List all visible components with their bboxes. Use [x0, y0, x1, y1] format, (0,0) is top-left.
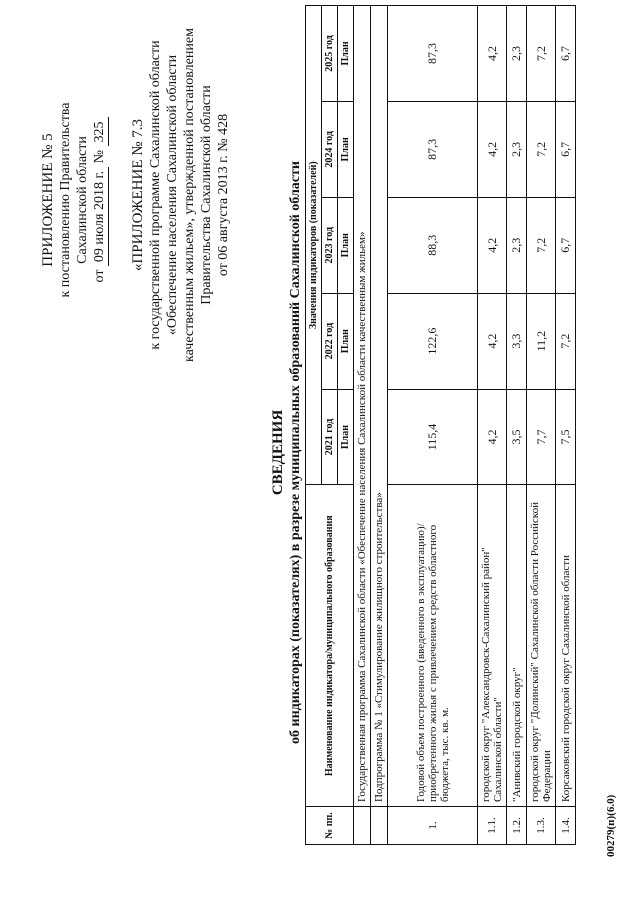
date-prefix: от — [92, 269, 107, 283]
empty-cell — [371, 807, 388, 845]
plan-header: План — [338, 101, 354, 197]
program-appendix-text: к государственной программе Сахалинской области «Обеспечение населения Сахалинской области качественным жильем», утвержденной постановлением Правительства Сахалинской области — [148, 28, 214, 362]
date-prefix: от — [216, 263, 231, 277]
subprogram-name: Подпрограмма № 1 «Стимулирование жилищного строительства» — [371, 6, 388, 807]
value-cell: 7,2 — [527, 6, 556, 102]
appendix-title: ПРИЛОЖЕНИЕ № 5 — [40, 133, 56, 267]
value-cell: 4,2 — [478, 293, 507, 389]
row-number: 1.1. — [478, 807, 507, 845]
row-number: 1.3. — [527, 807, 556, 845]
row-number: 1.2. — [507, 807, 527, 845]
value-cell: 7,2 — [527, 101, 556, 197]
document-subtitle: об индикаторах (показателях) в разрезе муниципальных образований Сахалинской области — [288, 161, 303, 744]
plan-header: План — [338, 389, 354, 485]
col-values-header: Значения индикаторов (показателей) — [306, 6, 322, 485]
value-cell: 3,3 — [507, 293, 527, 389]
document-code: 00279(п)(6.0) — [605, 794, 617, 857]
appendix-line1: к постановлению Правительства — [58, 102, 73, 298]
program-appendix-number: 428 — [216, 113, 231, 135]
value-cell: 4,2 — [478, 6, 507, 102]
program-appendix-date-line — [215, 25, 232, 365]
plan-header: План — [338, 197, 354, 293]
program-row — [354, 6, 371, 845]
row-name: "Анивский городской округ" — [507, 485, 527, 807]
year-header: 2024 год — [322, 101, 338, 197]
number-label: № — [216, 138, 231, 152]
plan-header: План — [338, 6, 354, 102]
value-cell: 4,2 — [478, 101, 507, 197]
number-label: № — [92, 150, 107, 164]
value-cell: 6,7 — [556, 197, 576, 293]
table-row — [556, 6, 576, 845]
value-cell: 7,2 — [556, 293, 576, 389]
appendix-date: 09 июля 2018 г. — [91, 167, 109, 266]
value-cell: 122,6 — [388, 293, 478, 389]
row-name: Годовой объем построенного (введенного в эксплуатацию)/приобретенного жилья с привлечением средств областного бюджета, тыс. кв. м. — [388, 485, 478, 807]
value-cell: 6,7 — [556, 101, 576, 197]
table-header-row — [306, 6, 322, 845]
row-name: городской округ "Долинский" Сахалинской области Российской Федерации — [527, 485, 556, 807]
year-header: 2022 год — [322, 293, 338, 389]
table-row — [478, 6, 507, 845]
year-header: 2025 год — [322, 6, 338, 102]
col-number-header: № пп. — [306, 807, 354, 845]
value-cell: 88,3 — [388, 197, 478, 293]
table-row — [388, 6, 478, 845]
value-cell: 7,5 — [556, 389, 576, 485]
value-cell: 7,2 — [527, 197, 556, 293]
value-cell: 4,2 — [478, 197, 507, 293]
value-cell: 6,7 — [556, 6, 576, 102]
year-header: 2023 год — [322, 197, 338, 293]
program-appendix-header — [130, 25, 232, 365]
value-cell: 115,4 — [388, 389, 478, 485]
value-cell: 87,3 — [388, 6, 478, 102]
row-name: городской округ "Александровск-Сахалинский район" Сахалинской области" — [478, 485, 507, 807]
value-cell: 7,7 — [527, 389, 556, 485]
document-title: СВЕДЕНИЯ — [270, 409, 286, 496]
row-number: 1.4. — [556, 807, 576, 845]
value-cell: 2,3 — [507, 6, 527, 102]
value-cell: 4,2 — [478, 389, 507, 485]
row-name: Корсаковский городской округ Сахалинской области — [556, 485, 576, 807]
row-number: 1. — [388, 807, 478, 845]
appendix-number: 325 — [91, 118, 109, 147]
program-appendix-title: «ПРИЛОЖЕНИЕ № 7.3 — [130, 118, 146, 272]
appendix-header — [40, 50, 109, 350]
value-cell: 11,2 — [527, 293, 556, 389]
value-cell: 3,5 — [507, 389, 527, 485]
value-cell: 2,3 — [507, 101, 527, 197]
col-name-header: Наименование индикатора/муниципального образования — [306, 485, 354, 807]
indicators-table — [305, 5, 576, 845]
table-row — [507, 6, 527, 845]
value-cell: 87,3 — [388, 101, 478, 197]
program-appendix-date: 06 августа 2013 г. — [216, 155, 231, 260]
year-header: 2021 год — [322, 389, 338, 485]
empty-cell — [354, 807, 371, 845]
plan-header: План — [338, 293, 354, 389]
program-name: Государственная программа Сахалинской области «Обеспечение населения Сахалинской области качественным жильем» — [354, 6, 371, 807]
appendix-date-line — [91, 50, 109, 350]
table-row — [527, 6, 556, 845]
subprogram-row — [371, 6, 388, 845]
value-cell: 2,3 — [507, 197, 527, 293]
appendix-line2: Сахалинской области — [75, 136, 90, 264]
